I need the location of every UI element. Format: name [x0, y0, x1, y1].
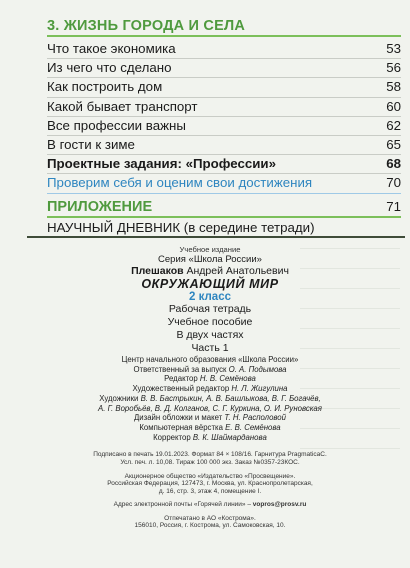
- series-name: Серия «Школа России»: [158, 254, 262, 265]
- toc-entry[interactable]: [47, 59, 401, 78]
- toc-entry-label: Как построить дом: [47, 79, 163, 95]
- credit-line: Художественный редактор Н. Л. Жигулина: [132, 384, 288, 394]
- credits-list: [60, 355, 360, 442]
- toc-entry-page: 68: [386, 156, 401, 172]
- toc-entry-label: ПРИЛОЖЕНИЕ: [47, 198, 153, 215]
- author: [60, 265, 360, 277]
- toc-entry-label: Какой бывает транспорт: [47, 98, 198, 114]
- table-of-contents: [47, 18, 401, 237]
- email-link[interactable]: vopros@prosv.ru: [252, 501, 307, 509]
- publisher-info: Акционерное общество «Издательство «Просвещение». Российская Федерация, 127473, г. Москва, ул. Краснопролетарская, д. 16, стр. 3, этаж 4, помещение I.: [107, 472, 313, 495]
- credit-line: Ответственный за выпуск О. А. Подымова: [133, 364, 287, 374]
- print-info: Подписано в печать 19.01.2023. Формат 84 × 108/16. Гарнитура PragmaticaC. Усл. печ. л. 10,08. Тираж 100 000 экз. Заказ №0357-23КОС.: [93, 451, 327, 466]
- credit-line: Центр начального образования «Школа России»: [121, 355, 299, 364]
- printer-info: Отпечатано в АО «Кострома». 156010, Россия, г. Кострома, ул. Самоковская, 10.: [134, 514, 286, 530]
- book-title: ОКРУЖАЮЩИЙ МИР: [141, 277, 279, 291]
- toc-entry[interactable]: [47, 136, 401, 155]
- toc-entry-page: 58: [386, 79, 401, 95]
- toc-entry-label: Что такое экономика: [47, 41, 176, 56]
- toc-entry-page: 65: [386, 137, 401, 153]
- toc-entry-label: НАУЧНЫЙ ДНЕВНИК (в середине тетради): [47, 219, 315, 235]
- credit-line: Художники В. В. Бастрыкин, А. В. Башлыкова, В. Г. Богачёв,: [99, 393, 321, 403]
- toc-entry[interactable]: [47, 98, 401, 117]
- toc-entry-project[interactable]: [47, 155, 401, 174]
- grade: 2 класс: [189, 291, 231, 303]
- manual-label: Учебное пособие: [167, 316, 253, 328]
- toc-entry-self-check[interactable]: [47, 174, 401, 193]
- section-title: 3. ЖИЗНЬ ГОРОДА И СЕЛА: [47, 18, 401, 37]
- toc-entry[interactable]: [47, 40, 401, 59]
- credit-line: Компьютерная вёрстка Е. В. Семёнова: [139, 422, 281, 432]
- toc-entry-label: Проверим себя и оценим свои достижения: [47, 175, 313, 191]
- edition-type: Учебное издание: [179, 245, 241, 254]
- toc-entry-page: 71: [386, 198, 401, 214]
- parts-label: В двух частях: [176, 329, 244, 341]
- toc-entry[interactable]: [47, 78, 401, 97]
- toc-entry-page: 53: [386, 41, 401, 56]
- toc-entry-appendix[interactable]: [47, 198, 401, 218]
- imprint-block: [60, 245, 360, 530]
- toc-entry-diary[interactable]: [47, 219, 401, 237]
- credit-line: Редактор Н. В. Семёнова: [164, 374, 256, 384]
- section-divider: [27, 236, 405, 238]
- toc-entry-label: Проектные задания: «Профессии»: [47, 156, 277, 172]
- toc-entry-page: 62: [386, 117, 401, 133]
- credit-line: Корректор В. К. Шаймардановa: [153, 432, 267, 442]
- credit-line: Дизайн обложки и макет Т. Н. Располовой: [134, 413, 286, 423]
- hotline-email: Адрес электронной почты «Горячей линии» – vopros@prosv.ru: [113, 501, 307, 509]
- part-label: Часть 1: [191, 342, 229, 354]
- toc-entry-page: 60: [386, 98, 401, 114]
- author-surname: Плешаков: [131, 265, 184, 277]
- toc-entry-page: 56: [386, 60, 401, 76]
- toc-entry-page: 70: [386, 175, 401, 191]
- toc-entry[interactable]: [47, 117, 401, 136]
- author-name: Андрей Анатольевич: [186, 265, 289, 277]
- toc-entry-label: Все профессии важны: [47, 117, 186, 133]
- toc-entry-label: В гости к зиме: [47, 137, 135, 153]
- book-type: Рабочая тетрадь: [168, 303, 252, 315]
- credit-line: А. Г. Воробьёв, В. Д. Колганов, С. Г. Куркина, О. И. Руновская: [98, 403, 322, 413]
- toc-entry-label: Из чего что сделано: [47, 60, 172, 76]
